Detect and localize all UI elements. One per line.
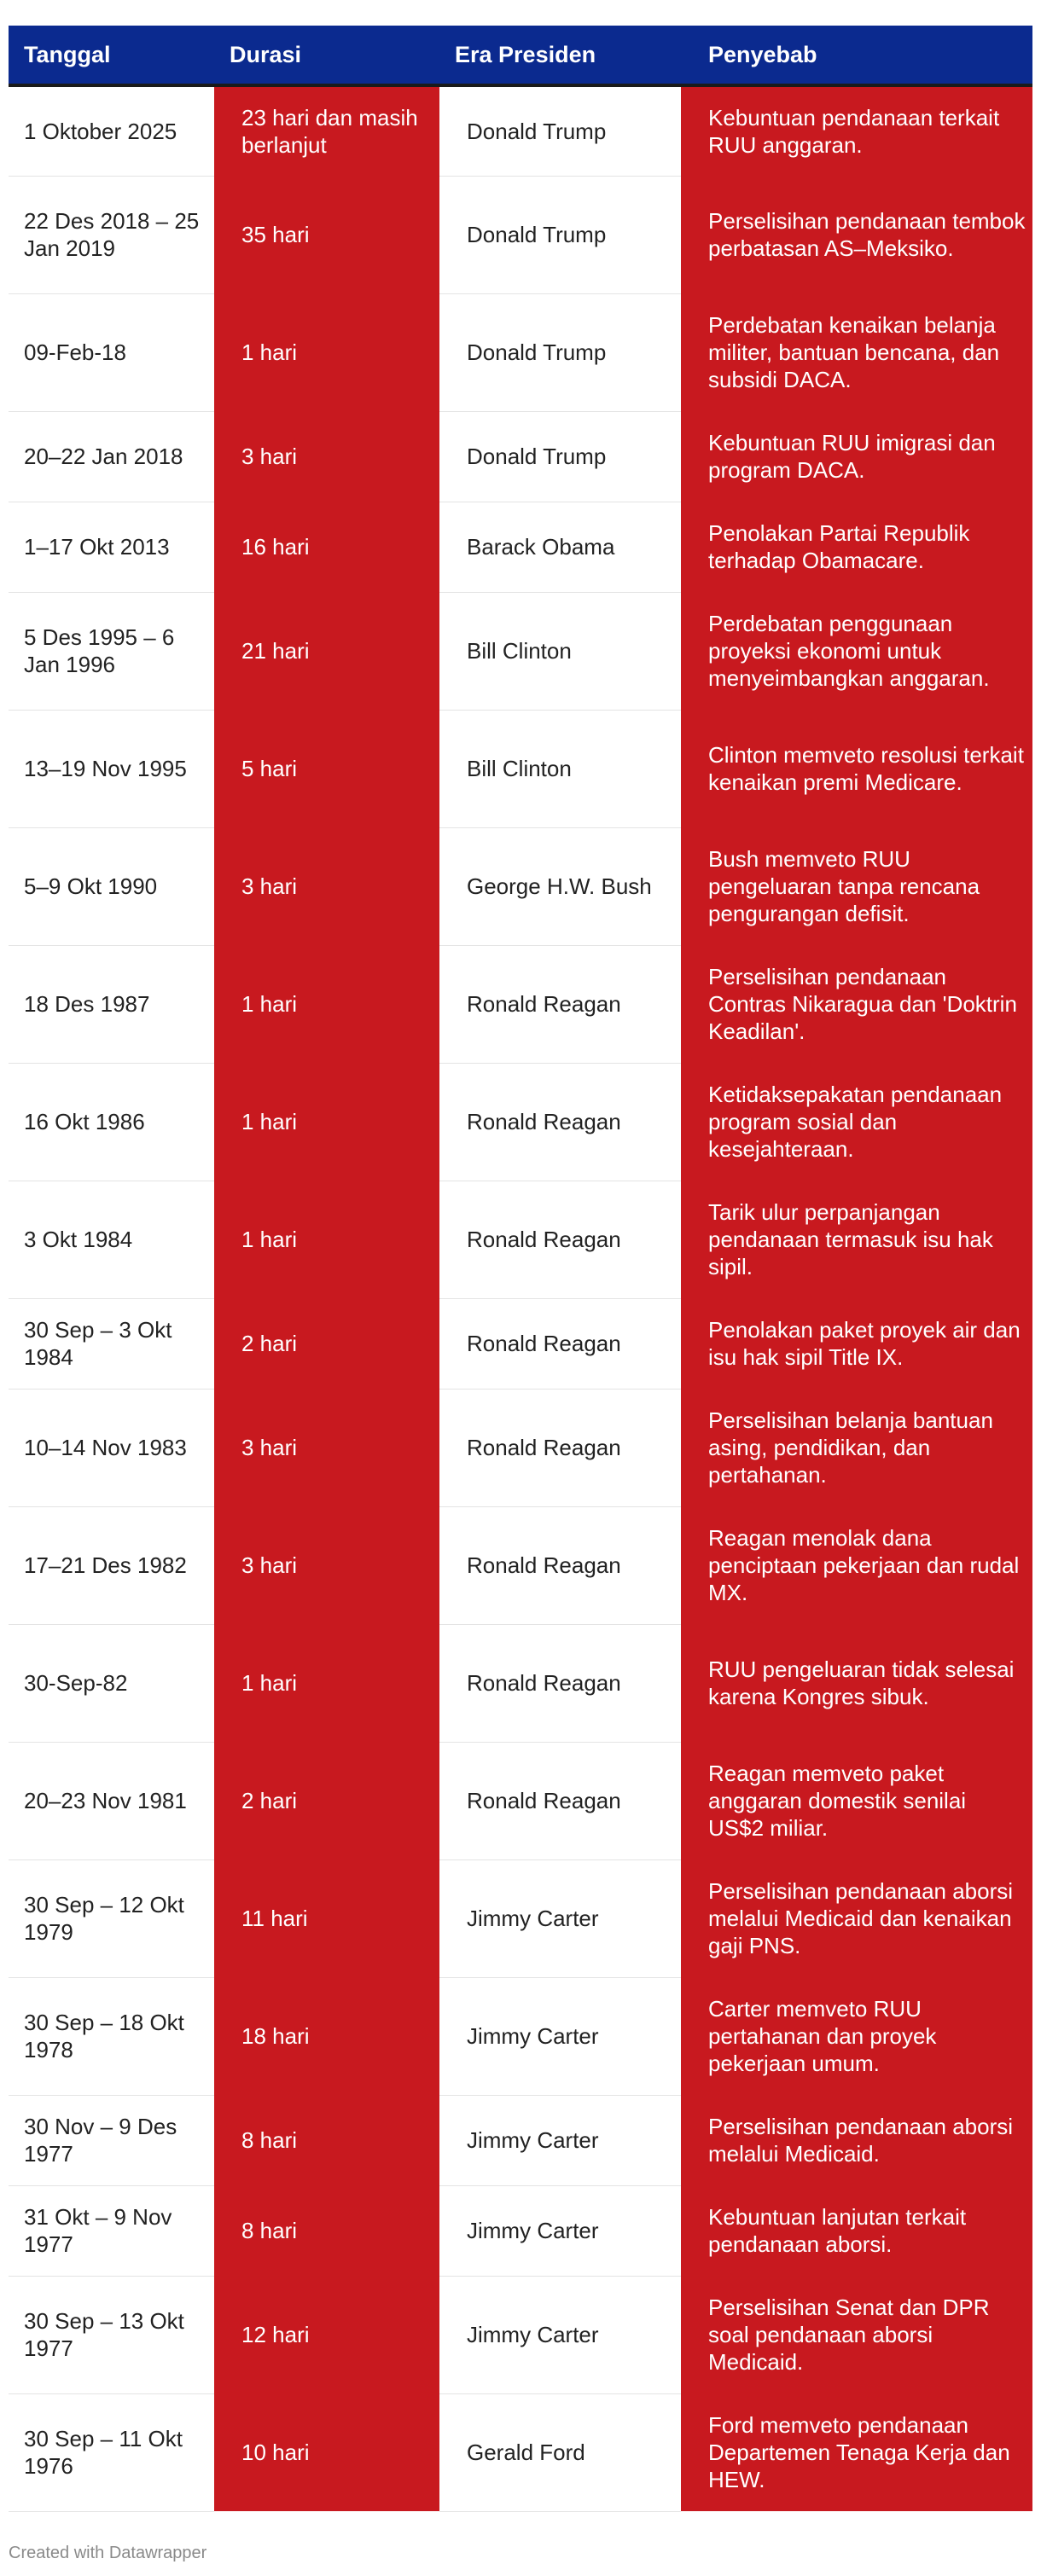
cell-date: 30 Sep – 12 Okt 1979 xyxy=(9,1859,214,1977)
cell-duration: 1 hari xyxy=(214,293,439,411)
cell-cause: Kebuntuan pendanaan terkait RUU anggaran. xyxy=(681,85,1032,176)
cell-date: 20–23 Nov 1981 xyxy=(9,1742,214,1859)
cell-date: 17–21 Des 1982 xyxy=(9,1506,214,1624)
cell-cause: Perselisihan pendanaan tembok perbatasan AS–Meksiko. xyxy=(681,176,1032,293)
table-row xyxy=(9,1859,1032,1977)
cell-cause: Kebuntuan lanjutan terkait pendanaan aborsi. xyxy=(681,2185,1032,2276)
cell-date: 5–9 Okt 1990 xyxy=(9,827,214,945)
cell-duration: 3 hari xyxy=(214,827,439,945)
cell-date: 30 Sep – 3 Okt 1984 xyxy=(9,1298,214,1389)
table-row xyxy=(9,176,1032,293)
cell-president: Ronald Reagan xyxy=(439,945,681,1063)
cell-date: 10–14 Nov 1983 xyxy=(9,1389,214,1506)
cell-cause: RUU pengeluaran tidak selesai karena Kongres sibuk. xyxy=(681,1624,1032,1742)
cell-cause: Clinton memveto resolusi terkait kenaikan premi Medicare. xyxy=(681,710,1032,827)
cell-president: Donald Trump xyxy=(439,293,681,411)
cell-duration: 12 hari xyxy=(214,2276,439,2393)
table-row xyxy=(9,2393,1032,2511)
cell-date: 13–19 Nov 1995 xyxy=(9,710,214,827)
table-row xyxy=(9,2095,1032,2185)
cell-duration: 35 hari xyxy=(214,176,439,293)
cell-cause: Kebuntuan RUU imigrasi dan program DACA. xyxy=(681,411,1032,502)
cell-president: Jimmy Carter xyxy=(439,1859,681,1977)
table-header xyxy=(9,26,1032,85)
shutdown-table xyxy=(9,26,1032,2512)
cell-president: Gerald Ford xyxy=(439,2393,681,2511)
datawrapper-credit[interactable]: Created with Datawrapper xyxy=(9,2544,207,2562)
cell-duration: 1 hari xyxy=(214,1181,439,1298)
cell-duration: 2 hari xyxy=(214,1742,439,1859)
column-header-cause[interactable]: Penyebab xyxy=(681,26,1032,85)
cell-president: Ronald Reagan xyxy=(439,1063,681,1181)
cell-date: 30 Nov – 9 Des 1977 xyxy=(9,2095,214,2185)
table-row xyxy=(9,411,1032,502)
cell-date: 09-Feb-18 xyxy=(9,293,214,411)
cell-date: 30 Sep – 11 Okt 1976 xyxy=(9,2393,214,2511)
table-row xyxy=(9,1389,1032,1506)
cell-president: Donald Trump xyxy=(439,411,681,502)
cell-president: Bill Clinton xyxy=(439,710,681,827)
cell-date: 22 Des 2018 – 25 Jan 2019 xyxy=(9,176,214,293)
table-row xyxy=(9,1742,1032,1859)
table-row xyxy=(9,1181,1032,1298)
cell-date: 18 Des 1987 xyxy=(9,945,214,1063)
cell-date: 20–22 Jan 2018 xyxy=(9,411,214,502)
cell-duration: 16 hari xyxy=(214,502,439,592)
cell-president: Ronald Reagan xyxy=(439,1506,681,1624)
table-row xyxy=(9,1977,1032,2095)
column-header-president[interactable]: Era Presiden xyxy=(439,26,681,85)
cell-duration: 2 hari xyxy=(214,1298,439,1389)
cell-cause: Ford memveto pendanaan Departemen Tenaga Kerja dan HEW. xyxy=(681,2393,1032,2511)
cell-cause: Tarik ulur perpanjangan pendanaan termasuk isu hak sipil. xyxy=(681,1181,1032,1298)
cell-cause: Perdebatan kenaikan belanja militer, bantuan bencana, dan subsidi DACA. xyxy=(681,293,1032,411)
table-row xyxy=(9,945,1032,1063)
table-row xyxy=(9,592,1032,710)
cell-president: Jimmy Carter xyxy=(439,1977,681,2095)
cell-president: Barack Obama xyxy=(439,502,681,592)
cell-cause: Penolakan paket proyek air dan isu hak sipil Title IX. xyxy=(681,1298,1032,1389)
cell-cause: Perselisihan pendanaan Contras Nikaragua dan 'Doktrin Keadilan'. xyxy=(681,945,1032,1063)
table-row xyxy=(9,293,1032,411)
cell-duration: 1 hari xyxy=(214,1624,439,1742)
cell-president: Jimmy Carter xyxy=(439,2276,681,2393)
table-row xyxy=(9,502,1032,592)
cell-president: Bill Clinton xyxy=(439,592,681,710)
cell-duration: 5 hari xyxy=(214,710,439,827)
cell-cause: Ketidaksepakatan pendanaan program sosial dan kesejahteraan. xyxy=(681,1063,1032,1181)
cell-duration: 10 hari xyxy=(214,2393,439,2511)
cell-date: 30-Sep-82 xyxy=(9,1624,214,1742)
cell-cause: Bush memveto RUU pengeluaran tanpa rencana pengurangan defisit. xyxy=(681,827,1032,945)
cell-president: Donald Trump xyxy=(439,85,681,176)
column-header-date[interactable]: Tanggal xyxy=(9,26,214,85)
cell-date: 30 Sep – 18 Okt 1978 xyxy=(9,1977,214,2095)
cell-date: 5 Des 1995 – 6 Jan 1996 xyxy=(9,592,214,710)
table-row xyxy=(9,1506,1032,1624)
cell-duration: 3 hari xyxy=(214,1389,439,1506)
cell-duration: 1 hari xyxy=(214,945,439,1063)
cell-date: 1–17 Okt 2013 xyxy=(9,502,214,592)
cell-duration: 23 hari dan masih berlanjut xyxy=(214,85,439,176)
cell-president: Ronald Reagan xyxy=(439,1389,681,1506)
cell-president: Jimmy Carter xyxy=(439,2095,681,2185)
cell-president: Ronald Reagan xyxy=(439,1298,681,1389)
cell-date: 30 Sep – 13 Okt 1977 xyxy=(9,2276,214,2393)
table-row xyxy=(9,85,1032,176)
table-row xyxy=(9,2185,1032,2276)
cell-cause: Perdebatan penggunaan proyeksi ekonomi untuk menyeimbangkan anggaran. xyxy=(681,592,1032,710)
table-row xyxy=(9,1063,1032,1181)
cell-cause: Penolakan Partai Republik terhadap Obamacare. xyxy=(681,502,1032,592)
cell-cause: Perselisihan belanja bantuan asing, pendidikan, dan pertahanan. xyxy=(681,1389,1032,1506)
cell-cause: Reagan menolak dana penciptaan pekerjaan dan rudal MX. xyxy=(681,1506,1032,1624)
column-header-duration[interactable]: Durasi xyxy=(214,26,439,85)
cell-duration: 18 hari xyxy=(214,1977,439,2095)
header-row xyxy=(9,26,1032,85)
cell-president: Ronald Reagan xyxy=(439,1181,681,1298)
table-row xyxy=(9,1624,1032,1742)
cell-president: Ronald Reagan xyxy=(439,1742,681,1859)
table-body xyxy=(9,85,1032,2511)
cell-date: 3 Okt 1984 xyxy=(9,1181,214,1298)
cell-duration: 11 hari xyxy=(214,1859,439,1977)
cell-cause: Perselisihan pendanaan aborsi melalui Medicaid dan kenaikan gaji PNS. xyxy=(681,1859,1032,1977)
cell-date: 31 Okt – 9 Nov 1977 xyxy=(9,2185,214,2276)
cell-cause: Perselisihan Senat dan DPR soal pendanaan aborsi Medicaid. xyxy=(681,2276,1032,2393)
cell-president: Jimmy Carter xyxy=(439,2185,681,2276)
table-row xyxy=(9,710,1032,827)
table-row xyxy=(9,2276,1032,2393)
cell-duration: 21 hari xyxy=(214,592,439,710)
table-row xyxy=(9,1298,1032,1389)
cell-cause: Reagan memveto paket anggaran domestik senilai US$2 miliar. xyxy=(681,1742,1032,1859)
cell-duration: 8 hari xyxy=(214,2095,439,2185)
cell-duration: 1 hari xyxy=(214,1063,439,1181)
cell-duration: 3 hari xyxy=(214,411,439,502)
cell-cause: Perselisihan pendanaan aborsi melalui Medicaid. xyxy=(681,2095,1032,2185)
cell-president: Ronald Reagan xyxy=(439,1624,681,1742)
cell-date: 16 Okt 1986 xyxy=(9,1063,214,1181)
cell-president: George H.W. Bush xyxy=(439,827,681,945)
table-row xyxy=(9,827,1032,945)
cell-duration: 3 hari xyxy=(214,1506,439,1624)
cell-date: 1 Oktober 2025 xyxy=(9,85,214,176)
cell-cause: Carter memveto RUU pertahanan dan proyek pekerjaan umum. xyxy=(681,1977,1032,2095)
cell-duration: 8 hari xyxy=(214,2185,439,2276)
cell-president: Donald Trump xyxy=(439,176,681,293)
